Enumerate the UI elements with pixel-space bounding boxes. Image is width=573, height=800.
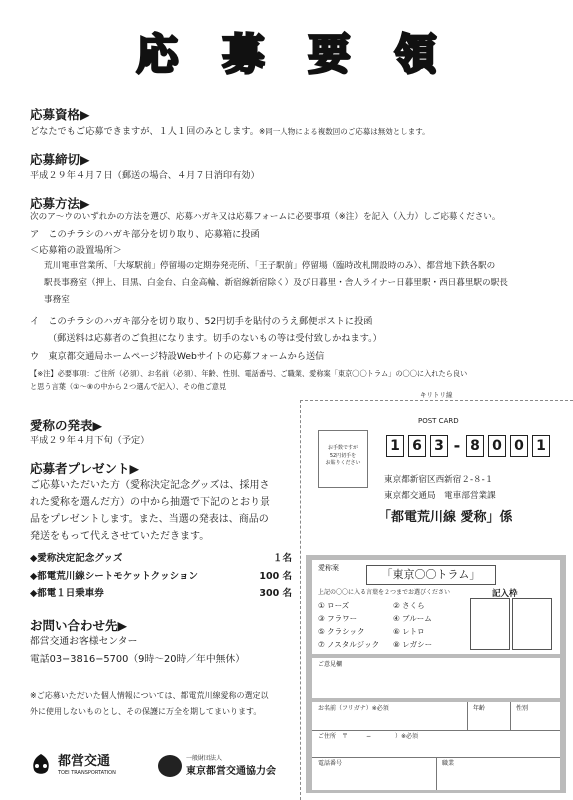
prize-name: ◆愛称決定記念グッズ (30, 553, 123, 564)
entry-box-label: 記入枠 (492, 589, 518, 599)
present-text (30, 477, 270, 545)
instruction-text: 上記の〇〇に入る言葉を２つまでお選びください (318, 589, 451, 596)
heading-eligibility: 応募資格▶ (30, 107, 90, 122)
toei-logo (30, 752, 52, 782)
name-label: お名前（フリガナ）※必須 (318, 705, 389, 712)
present-line: ご応募いただいた方（愛称決定記念グッズは、採用さ (30, 480, 270, 491)
title-char: 募 (222, 30, 265, 79)
box-line-3: 事務室 (44, 295, 70, 305)
toei-logo-sub: TOEI TRANSPORTATION (58, 770, 116, 776)
zip-code (386, 435, 550, 457)
option-item: ⑥ レトロ (393, 627, 425, 636)
toei-logo-icon (30, 752, 52, 778)
box-title: ＜応募箱の設置場所＞ (30, 245, 122, 256)
address-line-2: 東京都交通局 電車部営業課 (384, 491, 496, 501)
title-char: 領 (394, 30, 437, 79)
kyoryokukai-top: 一般財団法人 (186, 755, 223, 762)
tel-label: 電話番号 (318, 760, 343, 767)
method-a: ア このチラシのハガキ部分を切り取り、応募箱に投函 (30, 229, 260, 240)
kyoryokukai-logo-icon (158, 755, 182, 777)
present-line: 品をプレゼントします。また、当選の発表は、商品の (30, 514, 269, 525)
page-title (0, 22, 573, 79)
heading-method: 応募方法▶ (30, 196, 90, 211)
zip-digit: 3 (430, 435, 448, 457)
required-note-2: と思う言葉（①〜⑧の中から２つ選んで記入）、その他ご意見 (30, 382, 227, 391)
present-line: 発送をもって代えさせていただきます。 (30, 531, 210, 542)
stamp-box (318, 430, 368, 488)
prize-list (30, 550, 292, 603)
age-label: 年齢 (473, 705, 486, 712)
contact-phone: 電話03−3816−5700（9時〜20時／年中無休） (30, 654, 246, 665)
stamp-text: お手数ですが 52円切手を お貼りください (325, 445, 361, 466)
title-char: 要 (308, 30, 351, 79)
prize-name: ◆都電１日乗車券 (30, 588, 104, 600)
title-char: 応 (136, 30, 179, 79)
prize-item (30, 550, 292, 568)
zip-dash: - (453, 436, 461, 455)
address-line-3: 「都電荒川線 愛称」係 (378, 510, 513, 525)
prize-item (30, 585, 292, 603)
address-label: ご住所 〒 − ）※必須 (318, 733, 419, 740)
opinion-label: ご意見欄 (318, 661, 343, 668)
address-line-1: 東京都新宿区西新宿２-８-１ (384, 475, 494, 485)
option-item: ① ローズ (318, 601, 350, 610)
heading-contact: お問い合わせ先▶ (30, 618, 128, 633)
job-label: 職業 (442, 760, 455, 767)
prize-item (30, 568, 292, 586)
zip-digit: 8 (466, 435, 484, 457)
nickname-title: 「東京〇〇トラム」 (366, 565, 496, 585)
method-u: ウ 東京都交通局ホームページ特設Webサイトの応募フォームから送信 (30, 351, 325, 362)
option-item: ④ ブルーム (393, 614, 432, 623)
opinion-area[interactable] (312, 658, 560, 698)
box-line-1: 荒川電車営業所、「大塚駅前」停留場の定期券発売所、「王子駅前」停留場（臨時改札開設時のみ）、都営地下鉄各駅の (44, 261, 496, 271)
privacy-note-1: ※ご応募いただいた個人情報については、都電荒川線愛称の選定以 (30, 691, 269, 700)
postcard-label: POST CARD (418, 417, 459, 425)
cut-line-label: キリトリ線 (420, 391, 453, 399)
divider (510, 702, 511, 730)
deadline-text: 平成２９年４月７日（郵送の場合、４月７日消印有効） (30, 170, 260, 181)
required-note-1: 【※注】必要事項：ご住所（必須）、お名前（必須）、年齢、性別、電話番号、ご職業、愛称案「東京〇〇トラム」の〇〇に入れたら良い (30, 369, 468, 378)
announcement-text: 平成２９年４月下旬（予定） (30, 435, 150, 446)
option-item: ② さくら (393, 601, 425, 610)
method-intro: 次のア〜ウのいずれかの方法を選び、応募ハガキ又は応募フォームに必要事項（※注）を記入（入力）しご応募ください。 (30, 212, 501, 222)
entry-box-2[interactable] (512, 598, 552, 650)
box-line-2: 駅長事務室（押上、目黒、白金台、白金高輪、新宿線新宿除く）及び日暮里・舎人ライナー日暮里駅・西日暮里駅の駅長 (44, 278, 508, 288)
prize-count: １名 (272, 553, 292, 564)
divider (312, 730, 560, 731)
heading-announcement: 愛称の発表▶ (30, 418, 103, 433)
prize-count: 300 名 (259, 588, 292, 600)
divider (467, 702, 468, 730)
prize-count: 100 名 (259, 570, 292, 582)
zip-digit: 0 (510, 435, 528, 457)
sex-label: 性別 (516, 705, 529, 712)
toei-logo-name: 都営交通 (58, 754, 111, 769)
prize-name: ◆都電荒川線シートモケットクッション (30, 570, 198, 582)
option-item: ⑤ クラシック (318, 627, 365, 636)
option-item: ③ フラワー (318, 614, 358, 623)
method-i: イ このチラシのハガキ部分を切り取り、52円切手を貼付のうえ郵便ポストに投函 (30, 316, 373, 327)
eligibility-text (30, 125, 430, 139)
heading-deadline: 応募締切▶ (30, 152, 90, 167)
present-line: れた愛称を選んだ方）の中から抽選で下記のとおり景 (30, 497, 270, 508)
privacy-note-2: 外に使用しないものとし、その保護に万全を期してまいります。 (30, 707, 262, 716)
zip-digit: 1 (532, 435, 550, 457)
entry-box-1[interactable] (470, 598, 510, 650)
method-i-note: （郵送料は応募者のご負担になります。切手のないもの等は受付致しかねます。） (48, 333, 382, 344)
form-label: 愛称案 (318, 564, 339, 572)
contact-name: 都営交通お客様センター (30, 636, 138, 647)
eligibility-body: どなたでもご応募できますが、１人１回のみとします。 (30, 126, 259, 137)
zip-digit: 1 (386, 435, 404, 457)
zip-digit: 0 (488, 435, 506, 457)
divider (436, 757, 437, 790)
heading-present: 応募者プレゼント▶ (30, 461, 140, 476)
option-item: ⑦ ノスタルジック (318, 640, 380, 649)
option-item: ⑧ レガシー (393, 640, 433, 649)
zip-digit: 6 (408, 435, 426, 457)
eligibility-note: ※同一人物による複数回のご応募は無効とします。 (258, 127, 430, 136)
option-list (318, 600, 468, 650)
kyoryokukai-name: 東京都営交通協力会 (186, 766, 276, 777)
